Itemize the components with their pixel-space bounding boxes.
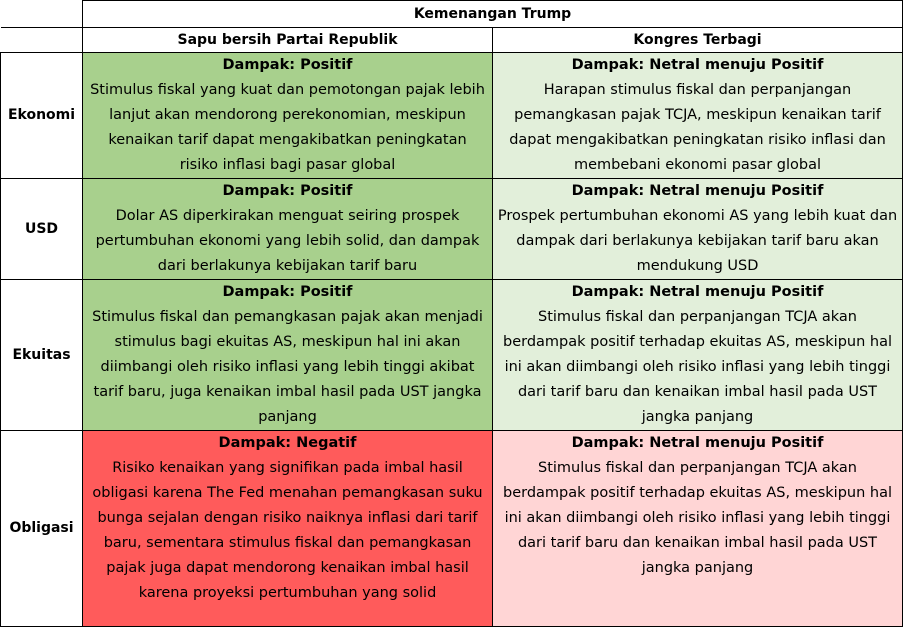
impact-cell: [83, 179, 493, 280]
impact-description: Prospek pertumbuhan ekonomi AS yang lebih kuat dan dampak dari berlakunya kebijakan tarif baru akan mendukung USD: [497, 208, 898, 274]
impact-label: Dampak: Positif: [222, 57, 353, 73]
impact-description: Stimulus fiskal dan perpanjangan TCJA akan berdampak positif terhadap ekuitas AS, meskipun hal ini akan diimbangi oleh risiko inflasi yang lebih tinggi dari tarif baru dan kenaikan imbal hasil pada UST jangka panjang: [502, 309, 892, 425]
table-title: Kemenangan Trump: [83, 1, 903, 28]
impact-cell: [493, 431, 903, 627]
impact-cell: [83, 431, 493, 627]
row-header-ekuitas: Ekuitas: [1, 280, 83, 431]
impact-label: Dampak: Netral menuju Positif: [571, 435, 824, 451]
corner-cell: [1, 1, 83, 28]
impact-label: Dampak: Netral menuju Positif: [571, 284, 824, 300]
impact-description: Harapan stimulus fiskal dan perpanjangan pemangkasan pajak TCJA, meskipun kenaikan tarif dapat mengakibatkan peningkatan risiko inflasi dan membebani ekonomi pasar global: [509, 82, 886, 173]
impact-description: Stimulus fiskal dan pemangkasan pajak akan menjadi stimulus bagi ekuitas AS, meskipun hal ini akan diimbangi oleh risiko inflasi yang lebih tinggi akibat tarif baru, juga kenaikan imbal hasil pada UST jangka panjang: [92, 309, 483, 425]
table-row: [1, 53, 903, 179]
impact-cell: [83, 53, 493, 179]
impact-cell: [83, 280, 493, 431]
impact-label: Dampak: Netral menuju Positif: [571, 183, 824, 199]
scenario-header-divided-congress: Kongres Terbagi: [493, 28, 903, 53]
impact-cell: [493, 53, 903, 179]
impact-cell: [493, 280, 903, 431]
impact-label: Dampak: Netral menuju Positif: [571, 57, 824, 73]
scenario-header-republican-sweep: Sapu bersih Partai Republik: [83, 28, 493, 53]
impact-cell: [493, 179, 903, 280]
table-row: [1, 280, 903, 431]
table-row: [1, 179, 903, 280]
impact-label: Dampak: Negatif: [218, 435, 357, 451]
row-header-ekonomi: Ekonomi: [1, 53, 83, 179]
row-header-obligasi: Obligasi: [1, 431, 83, 627]
impact-description: Risiko kenaikan yang signifikan pada imbal hasil obligasi karena The Fed menahan pemangkasan suku bunga sejalan dengan risiko naiknya inflasi dari tarif baru, sementara stimulus fiskal dan pemangkasan pajak juga dapat mendorong kenaikan imbal hasil karena proyeksi pertumbuhan yang solid: [92, 460, 483, 601]
impact-label: Dampak: Positif: [222, 284, 353, 300]
impact-description: Stimulus fiskal dan perpanjangan TCJA akan berdampak positif terhadap ekuitas AS, meskipun hal ini akan diimbangi oleh risiko inflasi yang lebih tinggi dari tarif baru dan kenaikan imbal hasil pada UST jangka panjang: [502, 460, 892, 576]
impact-description: Stimulus fiskal yang kuat dan pemotongan pajak lebih lanjut akan mendorong perekonomian, meskipun kenaikan tarif dapat mengakibatkan peningkatan risiko inflasi bagi pasar global: [90, 82, 485, 173]
corner-cell: [1, 28, 83, 53]
impact-description: Dolar AS diperkirakan menguat seiring prospek pertumbuhan ekonomi yang lebih solid, dan dampak dari berlakunya kebijakan tarif baru: [95, 208, 480, 274]
row-header-usd: USD: [1, 179, 83, 280]
table-row: [1, 431, 903, 627]
impact-label: Dampak: Positif: [222, 183, 353, 199]
